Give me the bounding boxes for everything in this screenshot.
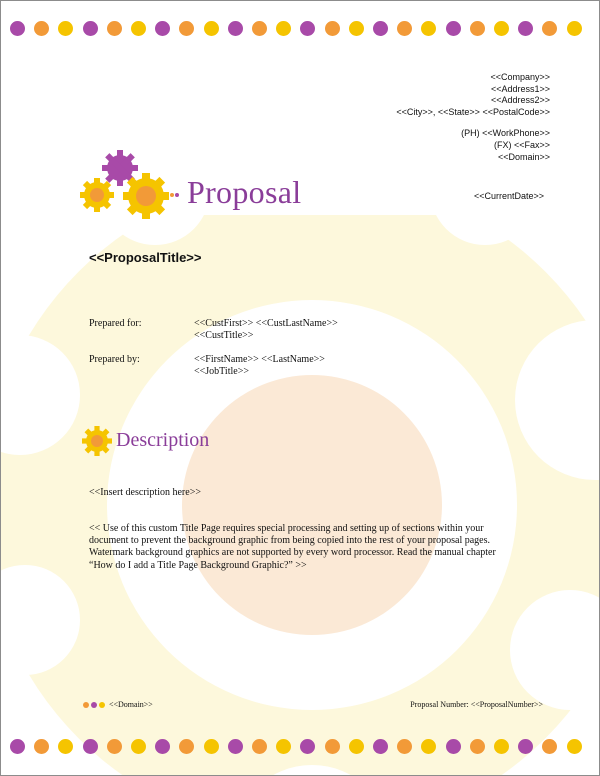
decorative-dot xyxy=(83,21,98,36)
proposal-title: <<ProposalTitle>> xyxy=(89,250,202,265)
footer-domain: <<Domain>> xyxy=(109,700,153,709)
decorative-dot xyxy=(567,21,582,36)
prepared-for-value xyxy=(194,318,338,342)
description-line: Watermark background graphics are not supported by every word processor. Read the manual chapter xyxy=(89,547,496,559)
bottom-dot-row xyxy=(0,739,600,759)
description-body xyxy=(89,523,539,572)
customer-name: <<CustFirst>> <<CustLastName>> xyxy=(194,318,338,329)
decorative-dot xyxy=(518,739,533,754)
customer-title: <<CustTitle>> xyxy=(194,330,254,341)
prepared-by-value xyxy=(194,354,325,378)
decorative-dot xyxy=(397,21,412,36)
decorative-dot xyxy=(421,21,436,36)
author-title: <<JobTitle>> xyxy=(194,366,249,377)
decorative-dot xyxy=(446,21,461,36)
footer-dots-icon xyxy=(82,701,106,709)
decorative-dot xyxy=(373,21,388,36)
description-heading: Description xyxy=(116,429,210,451)
domain: <<Domain>> xyxy=(497,151,550,162)
decorative-dot xyxy=(204,739,219,754)
decorative-dot xyxy=(228,21,243,36)
company: <<Company>> xyxy=(490,72,550,82)
decorative-dot xyxy=(300,21,315,36)
decorative-dot xyxy=(276,739,291,754)
decorative-dot xyxy=(276,21,291,36)
work-phone: (PH) <<WorkPhone>> xyxy=(461,128,550,139)
decorative-dot xyxy=(446,739,461,754)
fax: (FX) <<Fax>> xyxy=(493,139,550,150)
decorative-dot xyxy=(179,21,194,36)
address-line-1: <<Address1>> xyxy=(490,83,550,94)
decorative-dot xyxy=(228,739,243,754)
description-line: “How do I add a Title Page Background Graphic?” >> xyxy=(89,559,307,571)
decorative-dot xyxy=(34,739,49,754)
decorative-dot xyxy=(252,739,267,754)
gear-icon xyxy=(81,425,113,457)
decorative-dot xyxy=(179,739,194,754)
decorative-dot xyxy=(349,21,364,36)
prepared-by-label: Prepared by: xyxy=(89,354,140,365)
decorative-dot xyxy=(107,739,122,754)
decorative-dot xyxy=(325,21,340,36)
address-line-2: <<Address2>> xyxy=(490,95,550,106)
logo-title: Proposal xyxy=(187,174,302,210)
proposal-number: Proposal Number: <<ProposalNumber>> xyxy=(410,700,543,709)
decorative-dot xyxy=(83,739,98,754)
decorative-dot xyxy=(494,739,509,754)
decorative-dot xyxy=(373,739,388,754)
description-line: document to prevent the background graphic from being copied into the rest of your proposal pages. xyxy=(89,535,490,547)
decorative-dot xyxy=(494,21,509,36)
decorative-dot xyxy=(34,21,49,36)
author-name: <<FirstName>> <<LastName>> xyxy=(194,354,325,365)
decorative-dot xyxy=(252,21,267,36)
decorative-dot xyxy=(421,739,436,754)
decorative-dot xyxy=(470,739,485,754)
decorative-dot xyxy=(518,21,533,36)
decorative-dot xyxy=(542,739,557,754)
decorative-dot xyxy=(10,21,25,36)
decorative-dot xyxy=(155,21,170,36)
decorative-dot xyxy=(397,739,412,754)
decorative-dot xyxy=(300,739,315,754)
decorative-dot xyxy=(325,739,340,754)
decorative-dot xyxy=(567,739,582,754)
decorative-dot xyxy=(58,21,73,36)
gears-icon xyxy=(80,148,180,223)
decorative-dot xyxy=(131,739,146,754)
decorative-dot xyxy=(542,21,557,36)
description-placeholder: <<Insert description here>> xyxy=(89,487,201,498)
prepared-for-label: Prepared for: xyxy=(89,318,142,329)
address-block xyxy=(290,72,550,163)
top-dot-row xyxy=(0,21,600,41)
decorative-dot xyxy=(107,21,122,36)
current-date: <<CurrentDate>> xyxy=(474,191,545,201)
city-state-postal: <<City>>, <<State>> <<PostalCode>> xyxy=(396,106,550,117)
decorative-dot xyxy=(470,21,485,36)
description-line: << Use of this custom Title Page requires special processing and setting up of sections within your xyxy=(89,523,484,534)
decorative-dot xyxy=(10,739,25,754)
decorative-dot xyxy=(204,21,219,36)
decorative-dot xyxy=(155,739,170,754)
decorative-dot xyxy=(58,739,73,754)
decorative-dot xyxy=(349,739,364,754)
decorative-dot xyxy=(131,21,146,36)
